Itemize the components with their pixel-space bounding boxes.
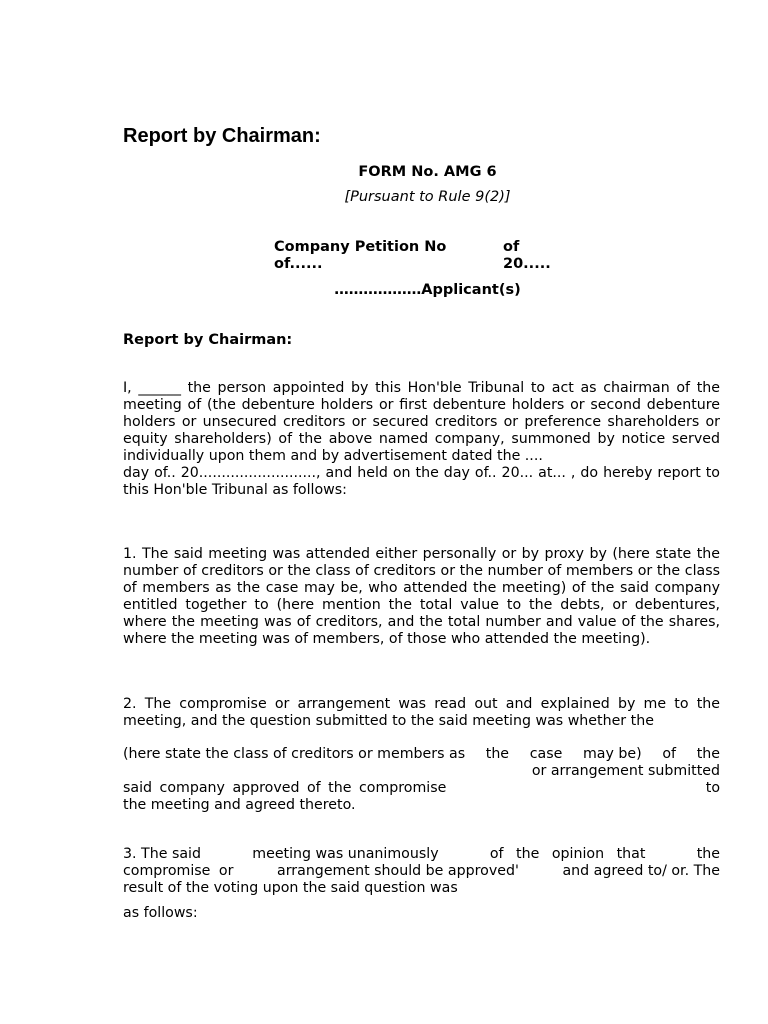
paragraph-2-text-fragment: case bbox=[529, 746, 563, 762]
rule-reference: [Pursuant to Rule 9(2)] bbox=[344, 189, 511, 205]
paragraph-2-line-b: or arrangement submitted bbox=[531, 763, 720, 779]
paragraph-2-text-fragment: the bbox=[696, 746, 720, 762]
intro-text-continued: day of.. 20.........................., and held on the day of.. 20... at... , do hereby report to this Hon'ble Tribunal as follows: bbox=[123, 465, 720, 498]
intro-paragraph bbox=[123, 380, 720, 499]
paragraph-2-line-c bbox=[123, 780, 720, 797]
page-title: Report by Chairman: bbox=[123, 125, 321, 147]
paragraph-2-text: 2. The compromise or arrangement was read out and explained by me to the meeting, and the question submitted to the said meeting was whether the bbox=[123, 696, 720, 729]
paragraph-2-text-fragment: (here state the class of creditors or members as bbox=[123, 746, 466, 762]
paragraph-3-text-fragment: the bbox=[696, 846, 720, 862]
paragraph-3-text-fragment: and agreed to/ or. The bbox=[562, 863, 720, 879]
section-heading: Report by Chairman: bbox=[123, 332, 293, 348]
paragraph-3-line-1 bbox=[123, 846, 720, 863]
paragraph-3-line-3: result of the voting upon the said question was bbox=[123, 880, 458, 896]
paragraph-3-text-fragment: compromise or bbox=[123, 863, 234, 879]
petition-label: Company Petition No bbox=[274, 239, 447, 255]
petition-left-block bbox=[274, 239, 474, 273]
paragraph-2-line-a bbox=[123, 746, 720, 763]
paragraph-1 bbox=[123, 546, 720, 648]
paragraph-2-text-fragment: may be) bbox=[582, 746, 642, 762]
paragraph-2 bbox=[123, 696, 720, 730]
paragraph-3-text-fragment: arrangement should be approved' bbox=[277, 863, 519, 879]
paragraph-2-text-fragment: to bbox=[705, 780, 720, 796]
paragraph-3-text-fragment: of the opinion that bbox=[489, 846, 646, 862]
petition-of-label: of...... bbox=[274, 256, 323, 272]
paragraph-1-text: 1. The said meeting was attended either personally or by proxy by (here state the number of creditors or the class of creditors or the number of members or the class of members as the case may be, who attended the meeting) of the said company entitled together to (here mention the total value to the debts, or debentures, where the meeting was of creditors, and the total number and value of the shares, where the meeting was of members, of those who attended the meeting). bbox=[123, 546, 720, 647]
paragraph-3-text-fragment: 3. The said bbox=[123, 846, 201, 862]
paragraph-2-line-d: the meeting and agreed thereto. bbox=[123, 797, 356, 813]
paragraph-3-text-fragment: meeting was unanimously bbox=[252, 846, 439, 862]
paragraph-2-text-fragment: of bbox=[662, 746, 677, 762]
paragraph-3-line-2 bbox=[123, 863, 720, 880]
petition-of: of bbox=[503, 239, 520, 255]
paragraph-2-continued bbox=[123, 746, 720, 814]
petition-right-block bbox=[503, 239, 583, 273]
applicant-line: ………………Applicant(s) bbox=[334, 282, 521, 298]
petition-year: 20..... bbox=[503, 256, 551, 272]
form-number: FORM No. AMG 6 bbox=[358, 164, 497, 180]
paragraph-2-text-fragment: the bbox=[485, 746, 510, 762]
paragraph-2-text-fragment: said company approved of the compromise bbox=[123, 780, 447, 796]
as-follows-text: as follows: bbox=[123, 905, 198, 921]
paragraph-3 bbox=[123, 846, 720, 897]
intro-text: I, ______ the person appointed by this Hon'ble Tribunal to act as chairman of the meeting of (the debenture holders or first debenture holders or second debenture holders or unsecured creditors or secured creditors or preference shareholders or equity shareholders) of the above named company, summoned by notice served individually upon them and by advertisement dated the .... bbox=[123, 380, 720, 464]
